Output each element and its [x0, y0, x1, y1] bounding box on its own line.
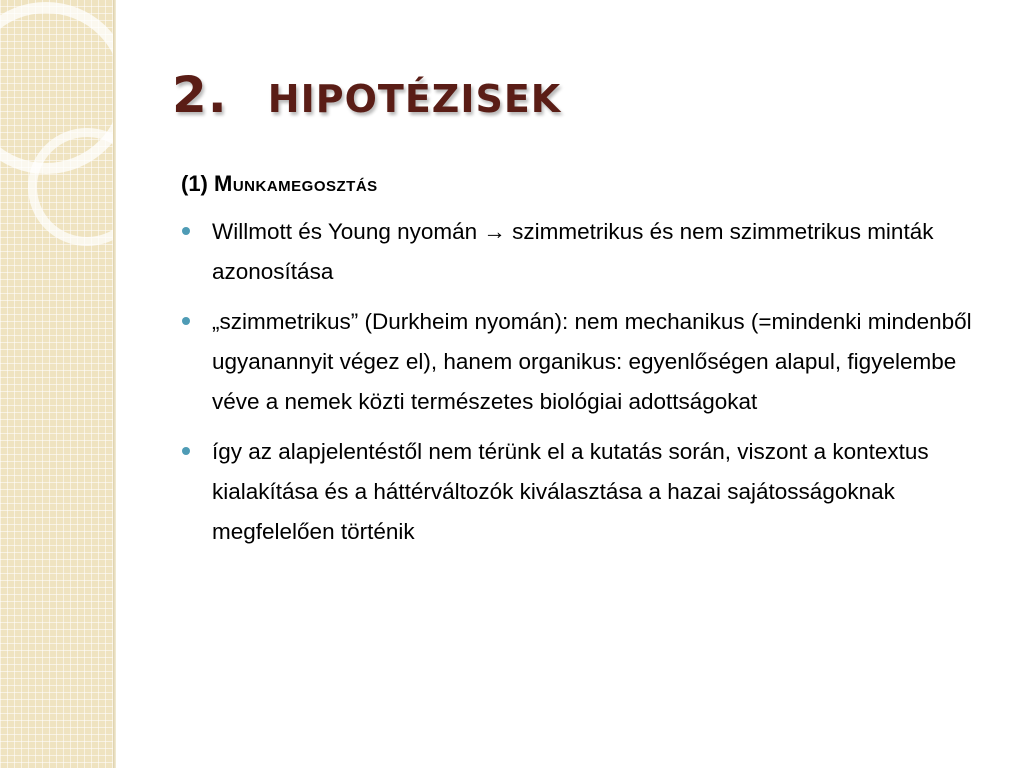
bullet-text: így az alapjelentéstől nem térünk el a kutatás során, viszont a kontextus kialakítása és a háttérváltozók kiválasztása a hazai sajátosságoknak megfelelően történik [212, 439, 929, 544]
title-text: HIPOTÉZISEK [267, 77, 562, 121]
bullet-text: Willmott és Young nyomán → szimmetrikus és nem szimmetrikus minták azonosítása [212, 219, 934, 284]
sidebar-divider [113, 0, 116, 768]
decorative-sidebar [0, 0, 113, 768]
slide-title [172, 66, 561, 124]
bullet-icon [182, 317, 190, 325]
bullet-item [181, 302, 981, 422]
bullet-list [181, 212, 981, 562]
section-subheading [181, 171, 378, 197]
bullet-item [181, 432, 981, 552]
bullet-text: „szimmetrikus” (Durkheim nyomán): nem mechanikus (=mindenki mindenből ugyanannyit végez el), hanem organikus: egyenlőségen alapul, figyelembe véve a nemek közti természetes biológiai adottságokat [212, 309, 972, 414]
subheading-text: Munkamegosztás [214, 171, 378, 196]
title-number: 2. [172, 66, 228, 124]
bullet-item [181, 212, 981, 292]
bullet-icon [182, 227, 190, 235]
subheading-prefix: (1) [181, 171, 214, 196]
bullet-icon [182, 447, 190, 455]
